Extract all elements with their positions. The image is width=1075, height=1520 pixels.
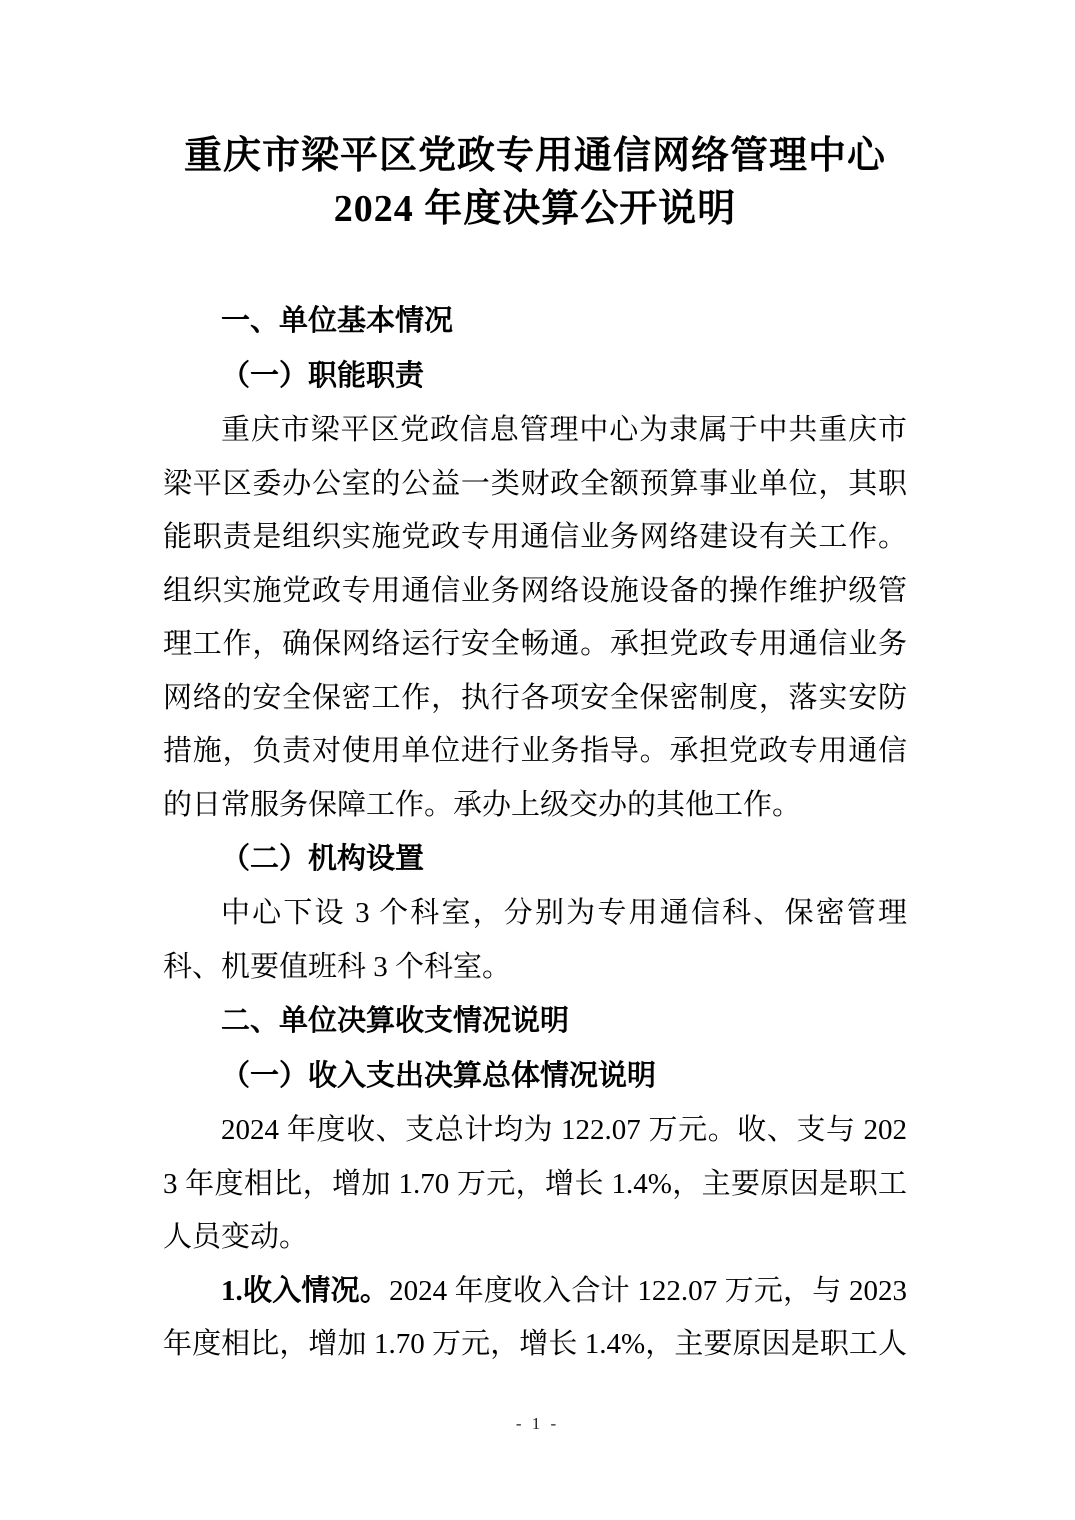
document-title-line2: 2024 年度决算公开说明 <box>333 188 737 230</box>
paragraph-income-text: 2024 年度收入合计 122.07 万元，与 2023 年度相比，增加 1.70 万元，增长 1.4%，主要原因是职工人 <box>163 1274 907 1360</box>
document-title <box>163 130 907 236</box>
paragraph-income <box>163 1265 907 1372</box>
paragraph-income-lead: 1.收入情况。 <box>221 1274 390 1307</box>
page-number: - 1 - <box>515 1414 560 1433</box>
subsection-heading-structure: （二）机构设置 <box>221 843 425 875</box>
paragraph-structure: 中心下设 3 个科室，分别为专用通信科、保密管理科、机要值班科 3 个科室。 <box>163 897 907 983</box>
paragraph-duties: 重庆市梁平区党政信息管理中心为隶属于中共重庆市梁平区委办公室的公益一类财政全额预算事业单位，其职能职责是组织实施党政专用通信业务网络建设有关工作。组织实施党政专用通信业务网络设施设备的操作维护级管理工作，确保网络运行安全畅通。承担党政专用通信业务网络的安全保密工作，执行各项安全保密制度，落实安防措施，负责对使用单位进行业务指导。承担党政专用通信的日常服务保障工作。承办上级交办的其他工作。 <box>163 414 907 821</box>
paragraph-overview: 2024 年度收、支总计均为 122.07 万元。收、支与 2023 年度相比，增加 1.70 万元，增长 1.4%，主要原因是职工人员变动。 <box>163 1114 907 1253</box>
subsection-heading-duties: （一）职能职责 <box>221 360 425 392</box>
subsection-heading-overview: （一）收入支出决算总体情况说明 <box>221 1060 657 1092</box>
section-heading-basic-info: 一、单位基本情况 <box>221 305 454 337</box>
section-heading-budget: 二、单位决算收支情况说明 <box>221 1005 570 1037</box>
document-title-line1: 重庆市梁平区党政专用通信网络管理中心 <box>183 135 886 177</box>
